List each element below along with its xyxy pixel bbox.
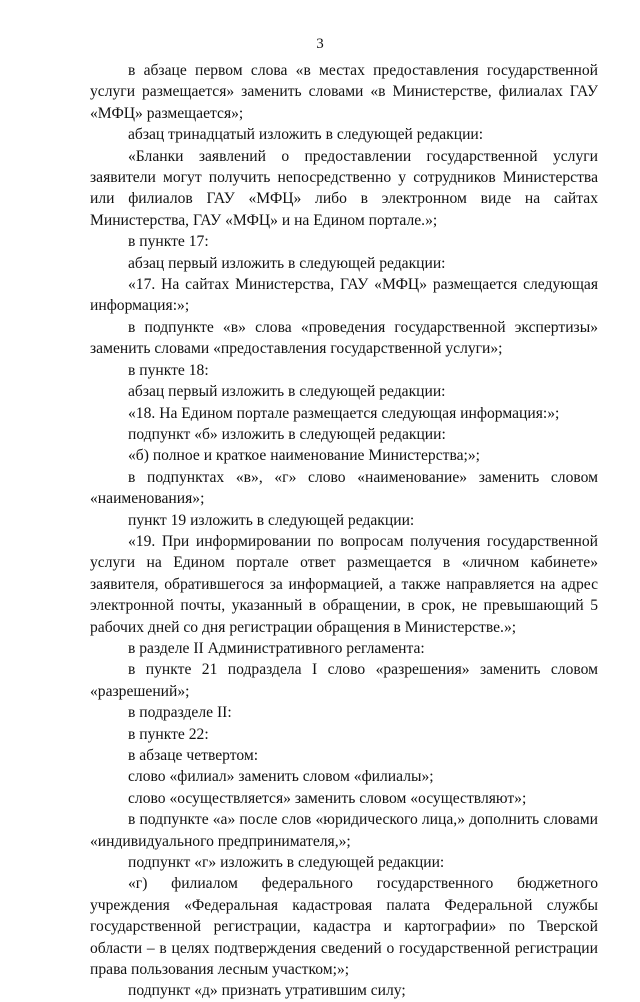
paragraph: в пункте 21 подраздела I слово «разрешения» заменить словом «разрешений»; <box>90 661 598 700</box>
paragraph: «17. На сайтах Министерства, ГАУ «МФЦ» размещается следующая информация:»; <box>90 276 598 315</box>
paragraph: в подпунктах «в», «г» слово «наименование» заменить словом «наименования»; <box>90 468 598 508</box>
paragraph: «б) полное и краткое наименование Министерства;»; <box>128 447 480 465</box>
paragraph: в абзаце первом слова «в местах предоставления государственной услуги размещается» заменить словами «в Министерстве, филиалах ГАУ «МФЦ» размещается»; <box>90 62 598 122</box>
paragraph: «18. На Едином портале размещается следующая информация:»; <box>128 404 560 422</box>
paragraph: подпункт «б» изложить в следующей редакции: <box>128 425 446 443</box>
paragraph: в подразделе II: <box>128 704 232 722</box>
paragraph: «Бланки заявлений о предоставлении государственной услуги заявители могут получить непосредственно у сотрудников Министерства или филиалов ГАУ «МФЦ» либо в электронном виде на сайтах Министерства, ГАУ «МФЦ» и на Едином портале.»; <box>90 147 598 229</box>
paragraph: слово «осуществляется» заменить словом «осуществляют»; <box>128 789 527 807</box>
paragraph: слово «филиал» заменить словом «филиалы»; <box>128 768 434 786</box>
paragraph: в пункте 22: <box>128 725 209 743</box>
paragraph: «19. При информировании по вопросам получения государственной услуги на Едином портале ответ размещается в «личном кабинете» заявителя, обратившегося за информацией, а также направляется на адрес электронной почты, указанный в обращении, в срок, не превышающий 5 рабочих дней со дня регистрации обращения в Министерстве.»; <box>90 532 598 636</box>
paragraph: «г) филиалом федерального государственного бюджетного учреждения «Федеральная кадастровая палата Федеральной службы государственной регистрации, кадастра и картографии» по Тверской области – в целях подтверждения сведений о государственной регистрации права пользования лесным участком;»; <box>90 875 598 979</box>
paragraph: в подпункте «а» после слов «юридического лица,» дополнить словами «индивидуального предпринимателя,»; <box>90 811 598 850</box>
paragraph: в абзаце четвертом: <box>128 747 259 764</box>
page-number: 3 <box>316 36 324 52</box>
paragraph: в подпункте «в» слова «проведения государственной экспертизы» заменить словами «предоставления государственной услуги»; <box>90 318 598 358</box>
paragraph: в пункте 18: <box>128 361 209 379</box>
paragraph: в пункте 17: <box>128 233 209 251</box>
paragraph: в разделе II Административного регламента: <box>128 639 425 657</box>
paragraph: пункт 19 изложить в следующей редакции: <box>128 511 415 529</box>
paragraph: абзац тринадцатый изложить в следующей редакции: <box>128 126 484 144</box>
paragraph: абзац первый изложить в следующей редакции: <box>128 383 446 401</box>
paragraph: подпункт «г» изложить в следующей редакции: <box>128 854 445 872</box>
document-body <box>90 60 598 1002</box>
paragraph: подпункт «д» признать утратившим силу; <box>128 982 406 1000</box>
paragraph: абзац первый изложить в следующей редакции: <box>128 254 446 272</box>
